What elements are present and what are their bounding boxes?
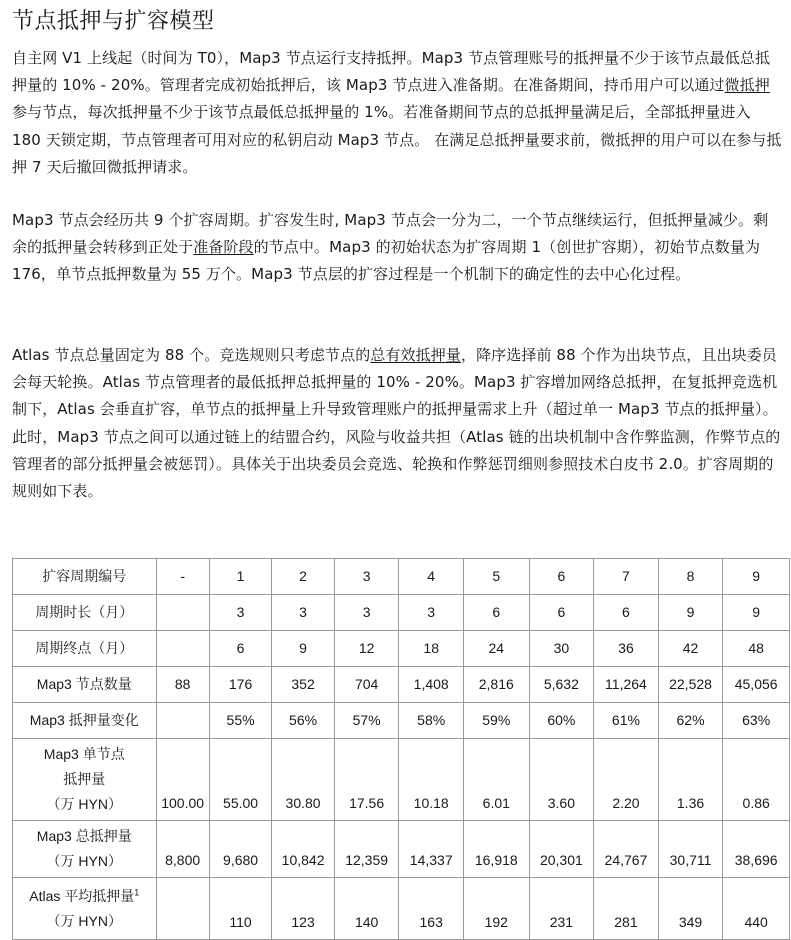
row-label-line	[15, 792, 154, 817]
table-cell: 9,680	[209, 821, 272, 878]
paragraph-text: ，降序选择前 88 个作为出块节点，且出块委员会每天轮换。Atlas 节点管理者的最低抵押总抵押量的 10% - 20%。Map3 扩容增加网络总抵押，在复抵押竞选机制下，Atlas 会垂直扩容，单节点的抵押量上升导致管理账户的抵押量需求上升（超过单一 Map3 节点的抵押量）。此时，Map3 节点之间可以通过链上的结盟合约，风险与收益共担（Atlas 链的出块机制中含作弊监测，作弊节点的管理者的部分抵押量会被惩罚）。具体关于出块委员会竞选、轮换和作弊惩罚细则参照技术白皮书 2.0。扩容周期的规则如下表。	[12, 346, 781, 501]
table-cell: 2.20	[594, 739, 659, 821]
table-cell: 5	[463, 559, 529, 595]
paragraph-map3-expansion	[12, 207, 782, 289]
table-cell: 3	[209, 595, 272, 631]
table-row	[13, 595, 790, 631]
table-cell: 3	[272, 595, 335, 631]
row-label-text: 抵押量	[63, 771, 106, 787]
table-cell	[156, 878, 209, 940]
table-cell: 20,301	[529, 821, 594, 878]
table-cell: 42	[658, 631, 723, 667]
table-cell: 2,816	[463, 667, 529, 703]
row-label-text: （万 HYN）	[46, 796, 122, 812]
table-cell	[156, 631, 209, 667]
row-label-line	[15, 884, 154, 909]
table-cell: 18	[399, 631, 464, 667]
table-cell: 6	[594, 595, 659, 631]
row-label-line	[15, 600, 154, 625]
table-cell: 110	[209, 878, 272, 940]
table-cell: 56%	[272, 703, 335, 739]
table-cell: 2	[272, 559, 335, 595]
table-cell: 30.80	[272, 739, 335, 821]
table-cell: 62%	[658, 703, 723, 739]
table-cell: 3	[334, 559, 399, 595]
row-label-text: 周期终点（月）	[35, 640, 134, 656]
row-label	[13, 595, 157, 631]
row-label-text: Map3 单节点	[43, 746, 125, 762]
row-label	[13, 667, 157, 703]
table-cell: 16,918	[463, 821, 529, 878]
table-cell: 10,842	[272, 821, 335, 878]
table-cell: 1,408	[399, 667, 464, 703]
table-cell: 3	[399, 595, 464, 631]
table-cell: 4	[399, 559, 464, 595]
table-cell: 6	[209, 631, 272, 667]
table-row	[13, 703, 790, 739]
term-preparation-stage: 准备阶段	[193, 238, 254, 257]
row-label-line	[15, 672, 154, 697]
expansion-cycle-table	[12, 558, 790, 940]
table-row	[13, 631, 790, 667]
table-cell: 24	[463, 631, 529, 667]
table-cell: 0.86	[723, 739, 790, 821]
row-label-line	[15, 824, 154, 849]
table-cell: 140	[334, 878, 399, 940]
row-label-text: Map3 总抵押量	[36, 828, 132, 844]
row-label	[13, 559, 157, 595]
table-cell: 9	[272, 631, 335, 667]
table-row	[13, 559, 790, 595]
table-cell: 123	[272, 878, 335, 940]
row-label-text: Map3 节点数量	[36, 676, 132, 692]
row-label-line	[15, 849, 154, 874]
table-cell: 5,632	[529, 667, 594, 703]
row-label-text: Map3 抵押量变化	[29, 712, 139, 728]
row-label-line	[15, 636, 154, 661]
table-cell: 6	[529, 595, 594, 631]
row-label	[13, 878, 157, 940]
table-cell: 6.01	[463, 739, 529, 821]
table-cell: 10.18	[399, 739, 464, 821]
table-cell: 704	[334, 667, 399, 703]
table-cell: 176	[209, 667, 272, 703]
table-cell: 55.00	[209, 739, 272, 821]
row-label-text: 扩容周期编号	[42, 568, 127, 584]
table-cell: 24,767	[594, 821, 659, 878]
row-label-line	[15, 708, 154, 733]
table-cell: 45,056	[723, 667, 790, 703]
row-label-line	[15, 742, 154, 767]
table-cell: 14,337	[399, 821, 464, 878]
row-label-text: （万 HYN）	[46, 853, 122, 869]
paragraph-atlas-nodes	[12, 342, 782, 505]
paragraph-text: 参与节点，每次抵押量不少于该节点最低总抵押量的 1%。若准备期间节点的总抵押量满足后，全部抵押量进入 180 天锁定期，节点管理者可用对应的私钥启动 Map3 节点。 在满足总抵押量要求前，微抵押的用户可以在参与抵押 7 天后撤回微抵押请求。	[12, 103, 782, 176]
table-cell: 57%	[334, 703, 399, 739]
table-cell: 88	[156, 667, 209, 703]
table-cell: 48	[723, 631, 790, 667]
table-cell: 8,800	[156, 821, 209, 878]
table-cell: 163	[399, 878, 464, 940]
row-label-text: 周期时长（月）	[35, 604, 134, 620]
table-cell: 63%	[723, 703, 790, 739]
paragraph-text: 自主网 V1 上线起（时间为 T0），Map3 节点运行支持抵押。Map3 节点管理账号的抵押量不少于该节点最低总抵押量的 10% - 20%。管理者完成初始抵押后，该 Map3 节点进入准备期。在准备期间，持币用户可以通过	[12, 49, 771, 95]
table-cell: 9	[723, 595, 790, 631]
row-label-line	[15, 564, 154, 589]
table-cell: 17.56	[334, 739, 399, 821]
table-cell: 58%	[399, 703, 464, 739]
table-cell: 9	[723, 559, 790, 595]
table-row	[13, 667, 790, 703]
table-row	[13, 878, 790, 940]
page-title: 节点抵押与扩容模型	[12, 9, 215, 34]
table-cell: 12,359	[334, 821, 399, 878]
row-label	[13, 631, 157, 667]
table-cell: 349	[658, 878, 723, 940]
table-cell: 59%	[463, 703, 529, 739]
table-cell	[156, 595, 209, 631]
table-cell: 6	[529, 559, 594, 595]
table-row	[13, 821, 790, 878]
table-cell: 231	[529, 878, 594, 940]
row-label-text: Atlas 平均抵押量	[29, 887, 135, 904]
table-cell: 38,696	[723, 821, 790, 878]
table-cell: 3.60	[529, 739, 594, 821]
table-cell: 36	[594, 631, 659, 667]
paragraph-text: Atlas 节点总量固定为 88 个。竞选规则只考虑节点的	[12, 346, 371, 364]
table-cell	[156, 703, 209, 739]
table-cell: -	[156, 559, 209, 595]
term-total-effective-stake: 总有效抵押量	[370, 346, 461, 364]
table-cell: 60%	[529, 703, 594, 739]
footnote-marker: 1	[134, 886, 140, 897]
table-cell: 61%	[594, 703, 659, 739]
table-cell: 7	[594, 559, 659, 595]
table-cell: 1	[209, 559, 272, 595]
row-label	[13, 739, 157, 821]
paragraph-text: 的节点中。Map3 的初始状态为扩容周期 1（创世扩容期），初始节点数量为 176，单节点抵押数量为 55 万个。Map3 节点层的扩容过程是一个机制下的确定性的去中心化过程。	[12, 238, 761, 284]
paragraph-map3-staking	[12, 45, 782, 181]
row-label	[13, 703, 157, 739]
table-cell: 55%	[209, 703, 272, 739]
table-cell: 11,264	[594, 667, 659, 703]
row-label-line	[15, 767, 154, 792]
table-cell: 30,711	[658, 821, 723, 878]
table-cell: 440	[723, 878, 790, 940]
row-label-text: （万 HYN）	[46, 912, 122, 929]
table-cell: 30	[529, 631, 594, 667]
paragraph-text: Map3 节点会经历共 9 个扩容周期。扩容发生时, Map3 节点会一分为二，一个节点继续运行，但抵押量减少。剩余的抵押量会转移到正处于	[12, 211, 769, 257]
table-row	[13, 739, 790, 821]
table-cell: 22,528	[658, 667, 723, 703]
table-cell: 3	[334, 595, 399, 631]
row-label	[13, 821, 157, 878]
table-cell: 8	[658, 559, 723, 595]
table-cell: 12	[334, 631, 399, 667]
term-micro-staking: 微抵押	[724, 76, 770, 95]
table-cell: 352	[272, 667, 335, 703]
row-label-line	[15, 909, 154, 934]
table-cell: 192	[463, 878, 529, 940]
table-cell: 1.36	[658, 739, 723, 821]
table-cell: 6	[463, 595, 529, 631]
table-cell: 9	[658, 595, 723, 631]
table-cell: 100.00	[156, 739, 209, 821]
table-cell: 281	[594, 878, 659, 940]
